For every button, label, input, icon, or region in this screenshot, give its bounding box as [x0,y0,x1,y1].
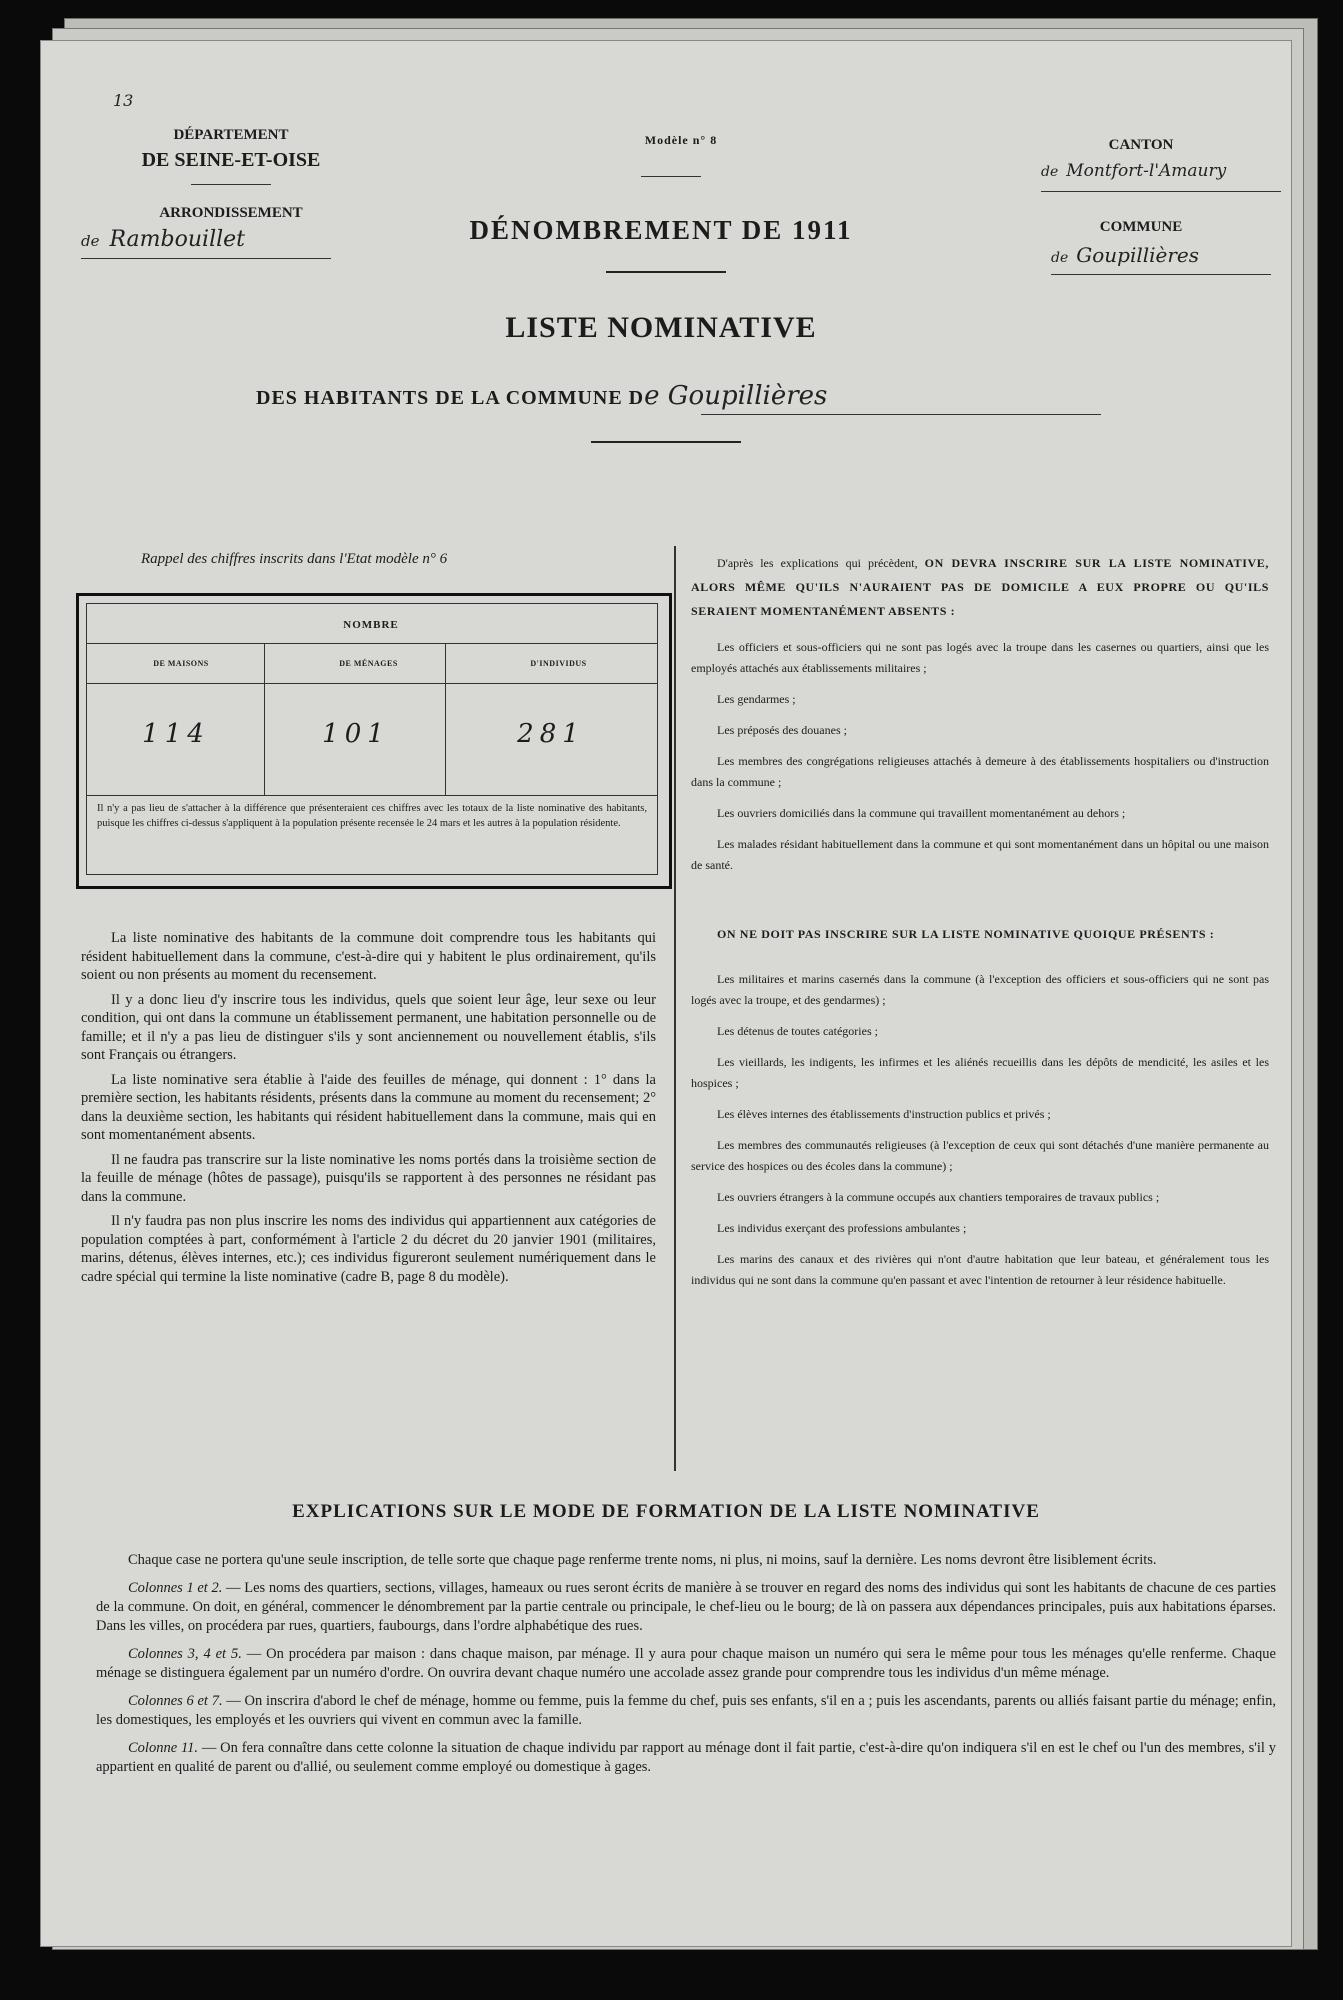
exclude-item: Les ouvriers étrangers à la commune occupés aux chantiers temporaires de travaux publics ; [717,1190,1160,1204]
include-item: Les ouvriers domiciliés dans la commune qui travaillent momentanément au dehors ; [717,806,1126,820]
exclude-item: Les militaires et marins casernés dans la commune (à l'exception des officiers et sous-officiers qui ne sont pas logés avec la troupe, et des gendarmes) ; [691,972,1269,1007]
departement-label: DÉPARTEMENT [173,127,289,143]
col-menages-label: DE MÉNAGES [339,659,398,668]
exclude-item: Les élèves internes des établissements d'instruction publics et privés ; [717,1107,1051,1121]
nombre-header: NOMBRE [343,619,399,631]
include-item: Les officiers et sous-officiers qui ne sont pas logés avec la troupe dans les casernes ou quartiers, ainsi que les employés attachés aux établissements militaires ; [691,640,1269,675]
left-paragraph: La liste nominative sera établie à l'aide des feuilles de ménage, qui donnent : 1° dans la première section, les habitants résidents, présents dans la commune au moment du recensement; 2° dans la deuxième section, les habitants qui résident habituellement dans la commune, mais qui en sont momentanément absents. [81,1071,656,1143]
commune-field: de Goupillières [1051,243,1200,267]
include-item: Les membres des congrégations religieuses attachés à demeure à des établissements hospitaliers ou d'instruction dans la commune ; [691,754,1269,789]
rappel-note: Il n'y a pas lieu de s'attacher à la différence que présenteraient ces chiffres avec les totaux de la liste nominative des habitants, puisque les chiffres ci-dessus s'appliquent à la population présente recensée le 24 mars et les autres à la population résidente. [97,803,647,829]
commune-value: Goupillières [1076,243,1200,267]
underline [1041,191,1281,192]
denombrement-title: DÉNOMBREMENT DE 1911 [469,215,853,245]
canton-field: de Montfort-l'Amaury [1041,161,1227,181]
column-divider [674,546,676,1471]
col-maisons-label: DE MAISONS [153,659,209,668]
include-item: Les préposés des douanes ; [717,723,847,737]
explication-paragraph: Chaque case ne portera qu'une seule inscription, de telle sorte que chaque page renferme trente noms, ni plus, ni moins, sauf la dernière. Les noms devront être lisiblement écrits. [128,1552,1157,1568]
explications-body [96,1551,1276,1786]
include-item: Les gendarmes ; [717,692,796,706]
left-paragraph: La liste nominative des habitants de la commune doit comprendre tous les habitants qui résident habituellement dans la commune, c'est-à-dire qui y habitent le plus ordinairement, qu'ils soient ou non présents au moment du recensement. [81,930,656,983]
explication-paragraph: Colonnes 6 et 7. — On inscrira d'abord le chef de ménage, homme ou femme, puis la femme du chef, puis ses enfants, s'il en a ; puis les ascendants, parents ou alliés faisant partie du ménage; enfin, les domestiques, les employés et les ouvriers qui vivent en commun avec la famille. [96,1693,1276,1728]
col-individus-label: D'INDIVIDUS [530,659,587,668]
left-paragraph: Il ne faudra pas transcrire sur la liste nominative les noms portés dans la troisième section de la feuille de ménage (hôtes de passage), puisqu'ils se rapportent à des personnes ne résidant pas dans la commune. [81,1151,656,1205]
explication-paragraph: Colonne 11. — On fera connaître dans cette colonne la situation de chaque individu par rapport au ménage dont il fait partie, c'est-à-dire qu'on indiquera s'il en est le chef ou l'un des membres, s'il y appartient en qualité de parent ou d'allié, ou seulement comme employé ou domestique à gages. [96,1740,1276,1775]
arrondissement-field: de Rambouillet [81,227,245,252]
divider [641,176,701,177]
exclude-item: Les membres des communautés religieuses (à l'exception de ceux qui sont détachés d'une manière permanente au service des hospices ou des écoles dans la commune) ; [691,1138,1269,1173]
menages-value: 101 [322,719,390,749]
census-form-page [40,40,1292,1947]
divider [191,184,271,185]
liste-nominative-title: LISTE NOMINATIVE [505,311,817,344]
explication-paragraph: Colonnes 3, 4 et 5. — On procédera par maison : dans chaque maison, par ménage. Il y aura pour chaque maison un numéro qui sera le même pour tous les ménages qu'elle renferme. Chaque ménage se distinguera également par un numéro d'ordre. On ouvrira devant chaque numéro une accolade assez grande pour comprendre tous les individus d'un même ménage. [96,1646,1276,1681]
right-instructions [691,551,1269,1301]
explication-paragraph: Colonnes 1 et 2. — Les noms des quartiers, sections, villages, hameaux ou rues seront écrits de manière à se trouver en regard des noms des individus qui sont les habitants de chacune de ces parties de la commune. On doit, en général, commencer le dénombrement par la partie centrale ou principale, le chef-lieu ou le bourg; de là on passera aux dépendances principales, puis aux habitations éparses. Dans les villes, on procédera par rues, quartiers, faubourgs, dans l'ordre alphabétique des rues. [96,1580,1277,1634]
rappel-caption: Rappel des chiffres inscrits dans l'Etat modèle n° 6 [141,551,448,567]
underline [81,258,331,259]
individus-value: 281 [517,719,585,749]
maisons-value: 114 [142,719,210,749]
canton-value: Montfort-l'Amaury [1066,161,1227,181]
arrondissement-value: Rambouillet [109,227,245,252]
box-divider [86,795,658,796]
exclude-item: Les individus exerçant des professions ambulantes ; [717,1221,967,1235]
corner-mark: 13 [113,91,134,110]
underline [701,414,1101,415]
left-paragraph: Il y a donc lieu d'y inscrire tous les individus, quels que soient leur âge, leur sexe ou leur condition, qui ont dans la commune un établissement permanent, une habitation personnelle ou de famille; et il n'y a pas lieu de distinguer s'ils y sont anciennement ou nouvellement établis, s'ils sont Français ou étrangers. [81,991,656,1063]
left-paragraph: Il n'y faudra pas non plus inscrire les noms des individus qui appartiennent aux catégories de population comptées à part, conformément à l'article 2 du décret du 20 janvier 1901 (militaires, marins, détenus, élèves internes, etc.); ces individus figureront seulement numériquement dans le cadre spécial qui termine la liste nominative (cadre B, page 8 du modèle). [81,1213,656,1285]
departement-name: DE SEINE-ET-OISE [141,149,321,171]
canton-label: CANTON [1108,137,1174,153]
exclude-item: Les marins des canaux et des rivières qui n'ont d'autre habitation que leur bateau, et généralement tous les individus qui ne sont dans la commune qu'en passant et avec l'intention de retourner à leur résidence habituelle. [691,1252,1269,1287]
include-intro: D'après les explications qui précèdent, ON DEVRA INSCRIRE SUR LA LISTE NOMINATIVE, ALORS MÊME QU'ILS N'AURAIENT PAS DE DOMICILE A EUX PROPRE OU QU'ILS SERAIENT MOMENTANÉMENT ABSENTS : [691,556,1269,618]
include-item: Les malades résidant habituellement dans la commune et qui sont momentanément dans un hôpital ou une maison de santé. [691,837,1269,872]
underline [1051,274,1271,275]
left-instructions [81,929,656,1292]
ornament-rule [591,441,741,443]
arrondissement-label: ARRONDISSEMENT [159,205,303,221]
box-divider [86,683,658,684]
ornament-rule [606,271,726,273]
explications-title: EXPLICATIONS SUR LE MODE DE FORMATION DE LA LISTE NOMINATIVE [292,1501,1040,1522]
commune-label: COMMUNE [1099,219,1183,235]
box-divider [86,643,658,644]
habitants-commune-value: e Goupillières [644,381,828,411]
exclude-item: Les vieillards, les indigents, les infirmes et les aliénés recueillis dans les dépôts de mendicité, les asiles et les hospices ; [691,1055,1269,1090]
exclude-item: Les détenus de toutes catégories ; [717,1024,878,1038]
modele-number: Modèle n° 8 [644,133,718,147]
habitants-line: DES HABITANTS DE LA COMMUNE De Goupillières [256,381,828,411]
exclude-heading: ON NE DOIT PAS INSCRIRE SUR LA LISTE NOMINATIVE QUOIQUE PRÉSENTS : [717,927,1215,941]
